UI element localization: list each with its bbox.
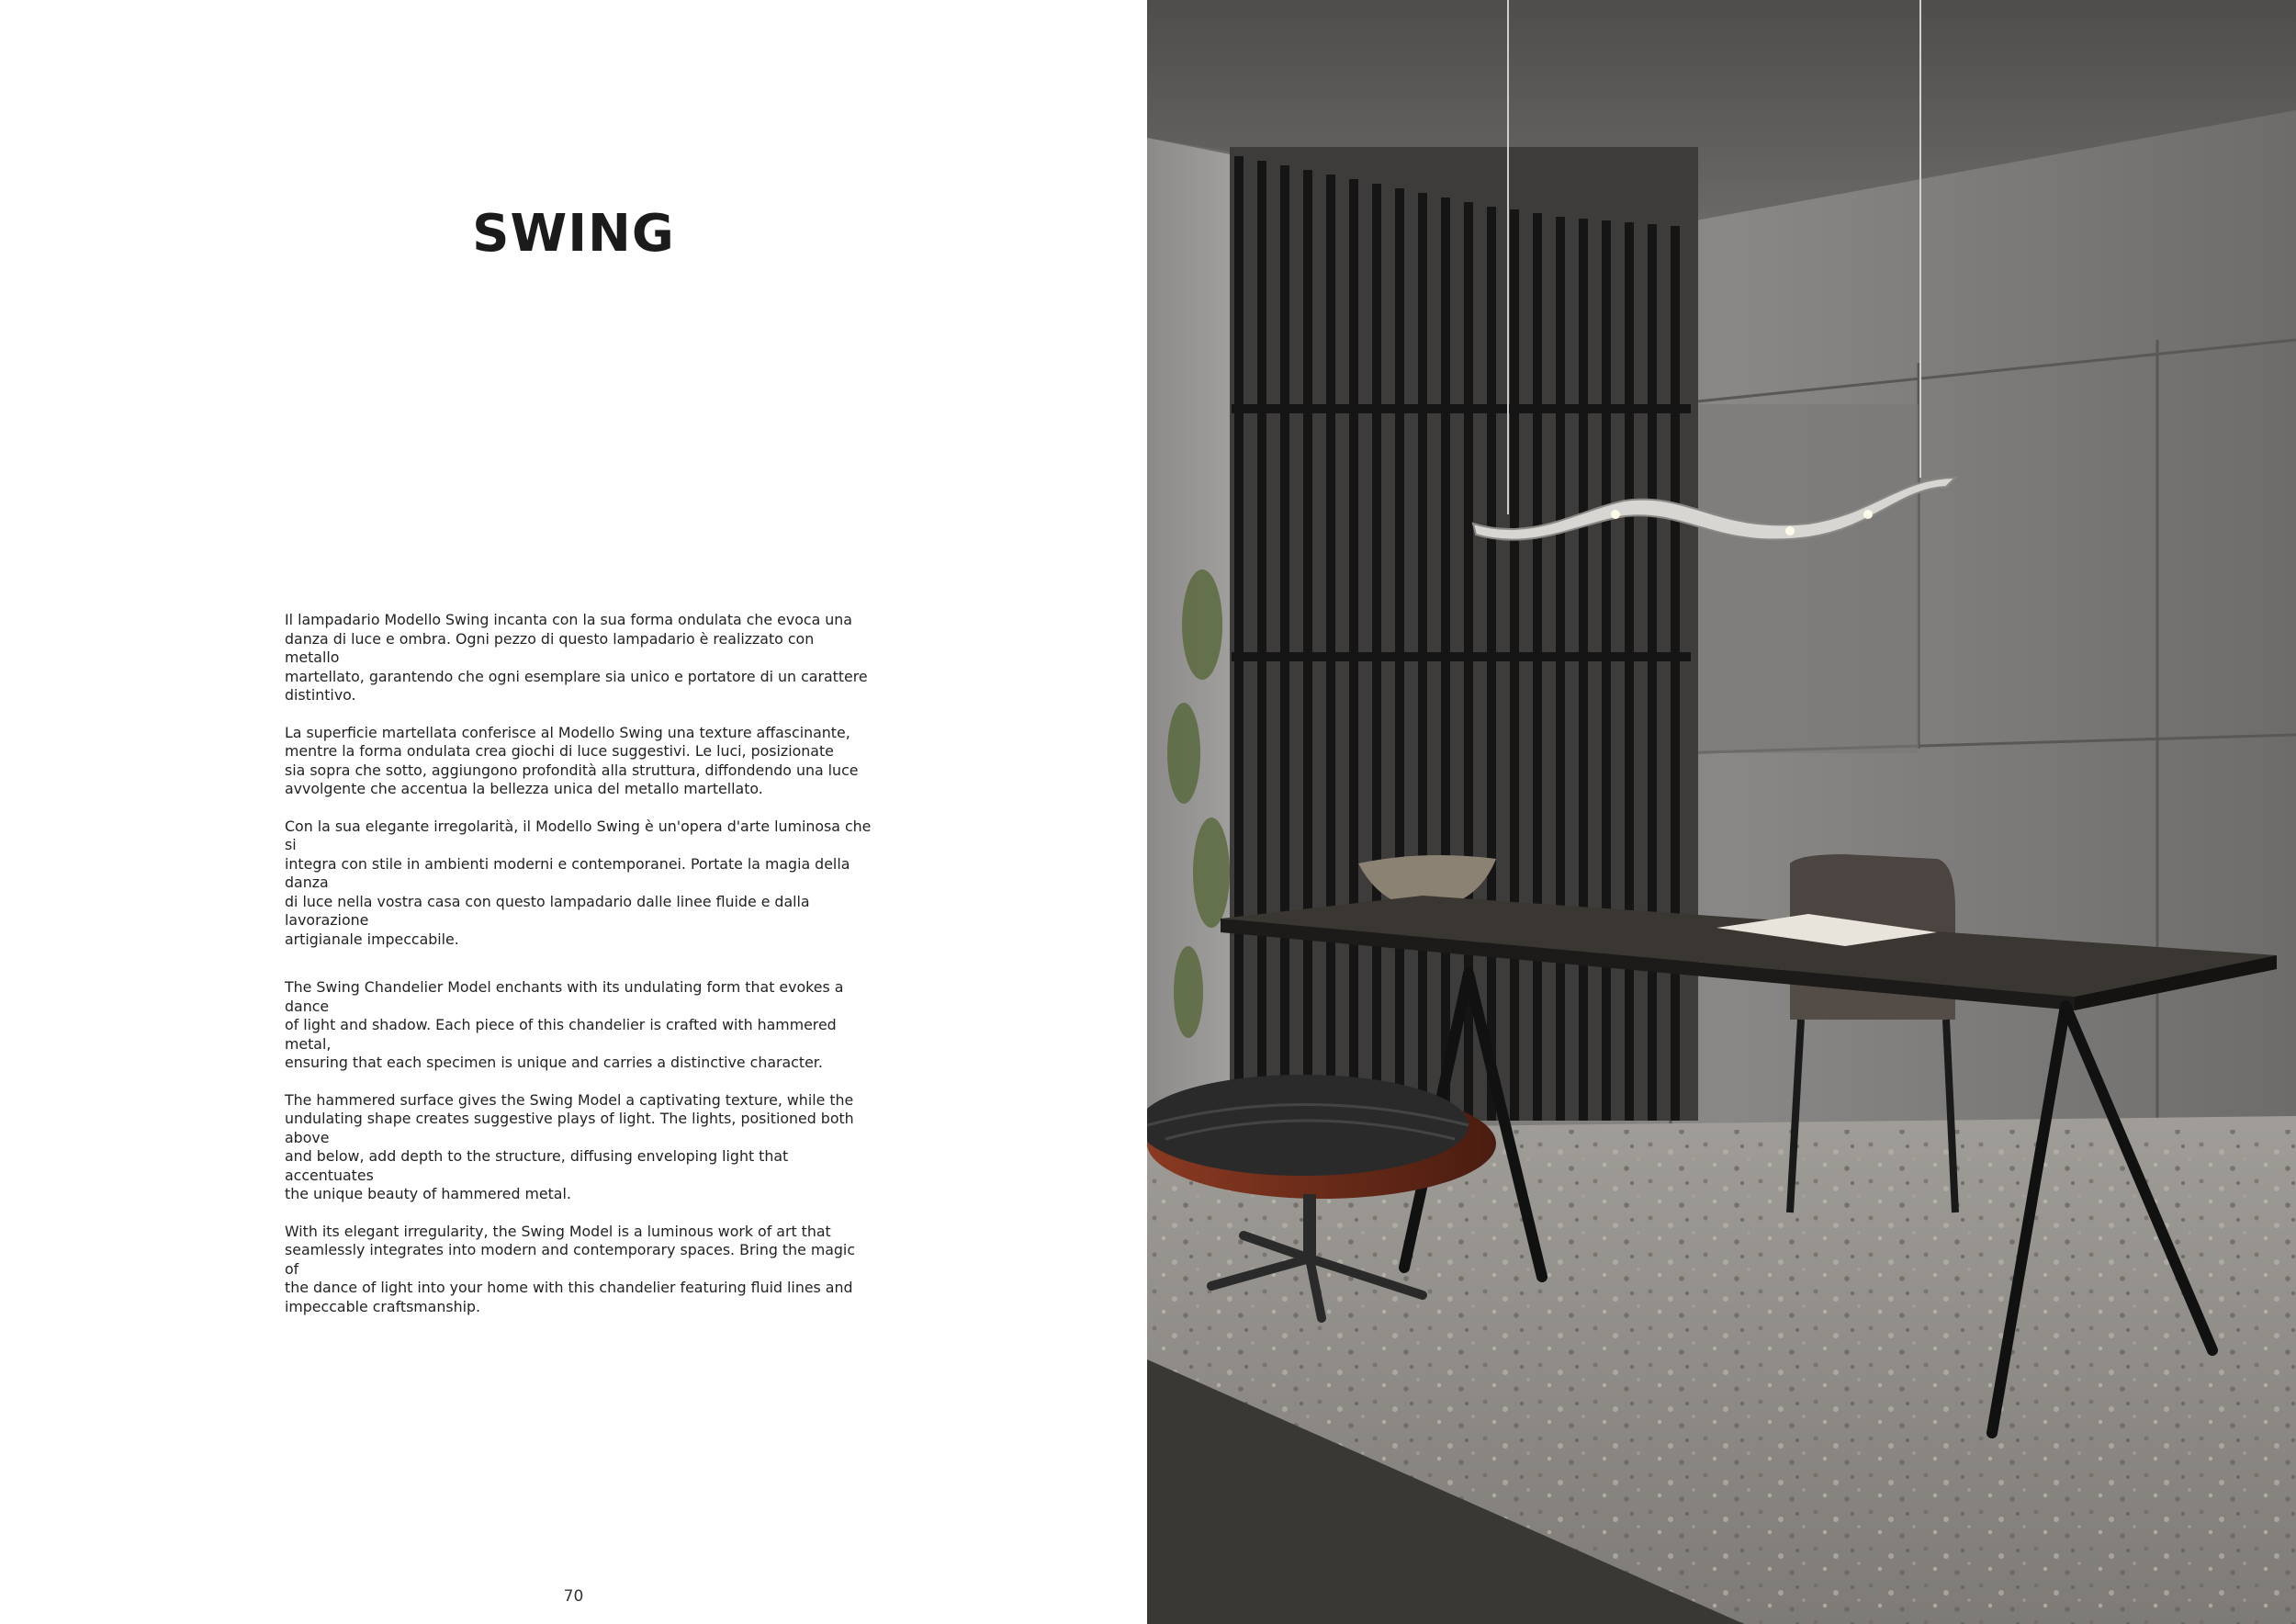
page-number: 70 [563,1587,584,1606]
page-title: SWING [472,204,675,264]
product-photo [1147,0,2296,1624]
body-text [285,611,872,1335]
paragraph-it-1: Il lampadario Modello Swing incanta con la sua forma ondulata che evoca una danza di luce e ombra. Ogni pezzo di questo lampadario è realizzato con metallo martellato, garantendo che ogni esemplare sia unico e portatore di un carattere distintivo. [285,611,868,704]
paragraph-en-3: With its elegant irregularity, the Swing Model is a luminous work of art that seamlessly integrates into modern and contemporary spaces. Bring the magic of the dance of light into your home with this chandelier featuring fluid lines and impeccable craftsmanship. [285,1222,855,1315]
left-page [0,0,1147,1624]
interior-scene-illustration [1147,0,2296,1624]
paragraph-en-2: The hammered surface gives the Swing Model a captivating texture, while the undulating shape creates suggestive plays of light. The lights, positioned both above and below, add depth to the structure, diffusing enveloping light that accentuates the unique beauty of hammered metal. [285,1090,854,1202]
paragraph-it-3: Con la sua elegante irregolarità, il Modello Swing è un'opera d'arte luminosa che si integra con stile in ambienti moderni e contemporanei. Portate la magia della danza di luce nella vostra casa con questo lampadario dalle linee fluide e dalla lavorazione artigianale impeccabile. [285,817,872,948]
paragraph-it-2: La superficie martellata conferisce al Modello Swing una texture affascinante, mentre la forma ondulata crea giochi di luce suggestivi. Le luci, posizionate sia sopra che sotto, aggiungono profondità alla struttura, diffondendo una luce avvolgente che accentua la bellezza unica del metallo martellato. [285,723,859,797]
paragraph-en-1: The Swing Chandelier Model enchants with its undulating form that evokes a dance of light and shadow. Each piece of this chandelier is crafted with hammered metal, ensuring that each specimen is unique and carries a distinctive character. [285,978,844,1071]
